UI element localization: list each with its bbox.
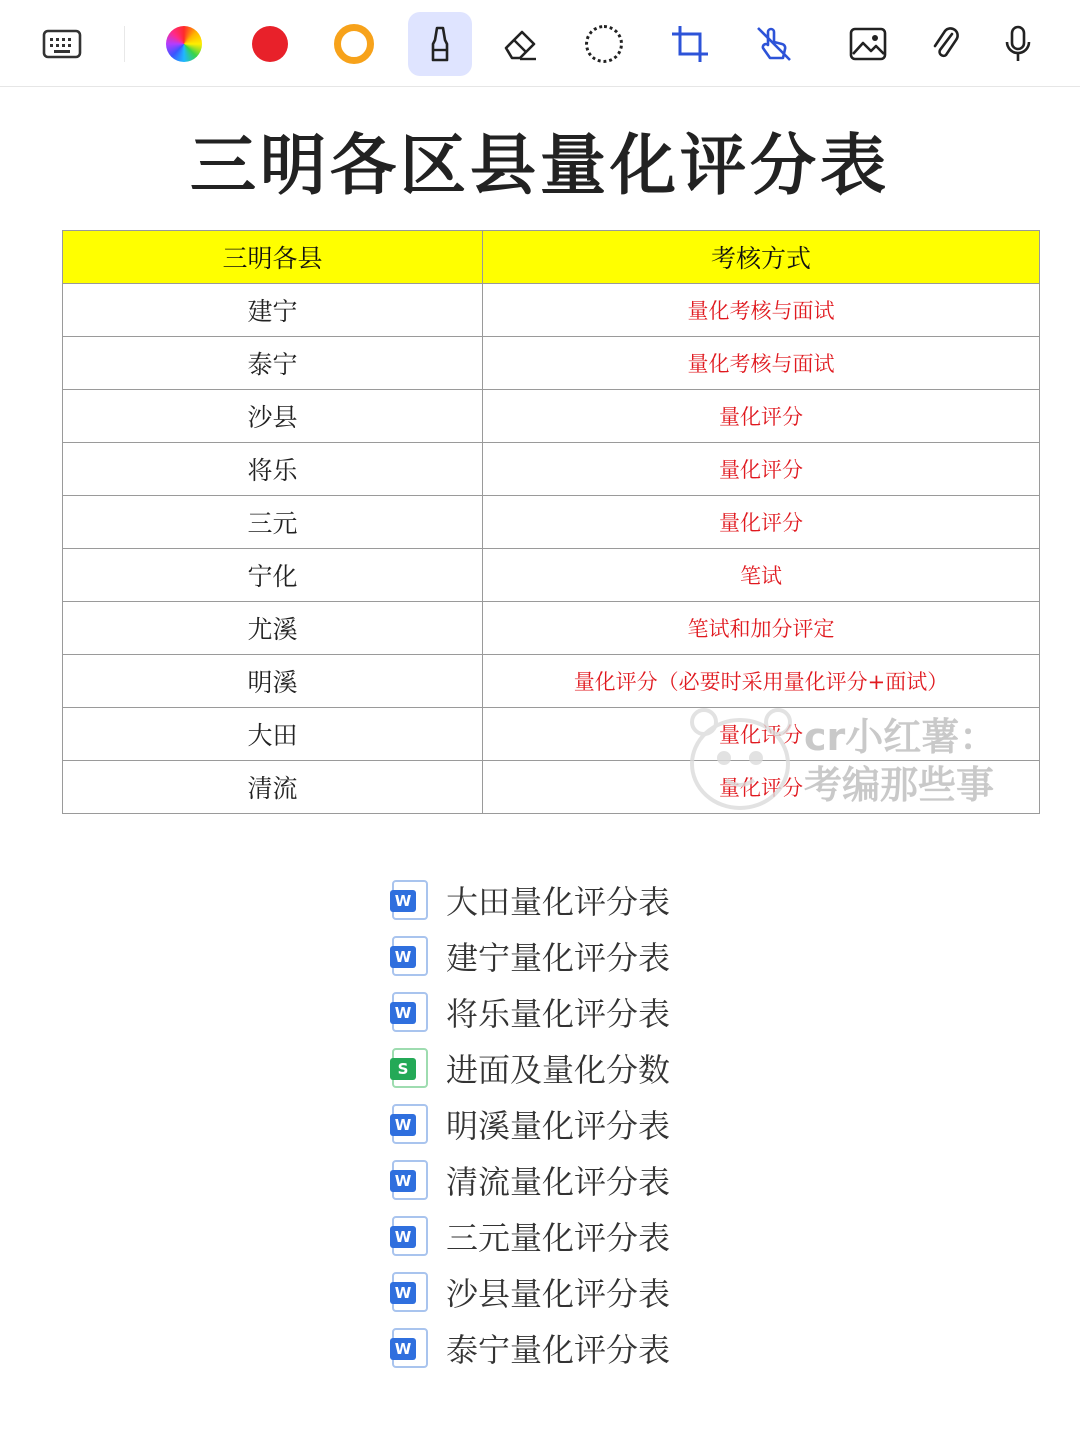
watermark [682,700,1012,820]
file-item[interactable] [392,928,812,984]
marker-icon[interactable] [408,12,472,76]
method-cell: 量化考核与面试 [483,284,1040,337]
method-cell: 笔试 [483,549,1040,602]
file-name: 沙县量化评分表 [446,1275,671,1313]
file-item[interactable] [392,1208,812,1264]
table-row [63,602,1040,655]
spreadsheet-icon: S [392,1048,428,1088]
file-name: 清流量化评分表 [446,1163,671,1201]
file-item[interactable] [392,872,812,928]
attachment-icon[interactable] [914,12,978,76]
file-name: 建宁量化评分表 [446,939,671,977]
page-title: 三明各区县量化评分表 [190,127,890,204]
drawing-toolbar [0,0,1080,87]
red-color-icon[interactable] [238,12,302,76]
touch-draw-icon[interactable] [742,12,806,76]
table-row [63,390,1040,443]
county-cell: 三元 [63,496,483,549]
file-name: 三元量化评分表 [446,1219,671,1257]
word-doc-icon: W [392,936,428,976]
file-item[interactable] [392,1320,812,1376]
method-cell: 笔试和加分评定 [483,602,1040,655]
file-item[interactable] [392,1096,812,1152]
file-item[interactable] [392,984,812,1040]
mascot-icon [682,700,802,816]
method-cell: 量化评分 [483,708,1040,761]
watermark-line2: 考编那些事 [804,763,995,807]
county-cell: 大田 [63,708,483,761]
keyboard-icon[interactable] [30,12,94,76]
file-name: 明溪量化评分表 [446,1107,671,1145]
watermark-line1: cr小红薯： [804,715,998,759]
file-list [392,872,812,1376]
word-doc-icon: W [392,1272,428,1312]
file-item[interactable] [392,1264,812,1320]
file-name: 将乐量化评分表 [446,995,671,1033]
file-item[interactable] [392,1040,812,1096]
table-row [63,443,1040,496]
word-doc-icon: W [392,1160,428,1200]
county-cell: 泰宁 [63,337,483,390]
table-header-row [63,231,1040,284]
word-doc-icon: W [392,992,428,1032]
lasso-select-icon[interactable] [572,12,636,76]
table-row [63,549,1040,602]
crop-icon[interactable] [658,12,722,76]
word-doc-icon: W [392,1216,428,1256]
county-cell: 清流 [63,761,483,814]
county-cell: 尤溪 [63,602,483,655]
method-cell: 量化评分 [483,496,1040,549]
toolbar-divider [124,26,125,62]
method-cell: 量化评分（必要时采用量化评分+面试） [483,655,1040,708]
image-icon[interactable] [836,12,900,76]
county-cell: 建宁 [63,284,483,337]
method-cell: 量化评分 [483,390,1040,443]
header-method: 考核方式 [483,231,1040,284]
method-cell: 量化考核与面试 [483,337,1040,390]
header-county: 三明各县 [63,231,483,284]
color-wheel-icon[interactable] [152,12,216,76]
county-cell: 沙县 [63,390,483,443]
word-doc-icon: W [392,880,428,920]
file-name: 泰宁量化评分表 [446,1331,671,1369]
table-row [63,284,1040,337]
orange-ring-icon[interactable] [322,12,386,76]
file-item[interactable] [392,1152,812,1208]
file-name: 大田量化评分表 [446,883,671,921]
county-cell: 宁化 [63,549,483,602]
file-name: 进面及量化分数 [446,1051,671,1089]
eraser-icon[interactable] [488,12,552,76]
county-cell: 将乐 [63,443,483,496]
microphone-icon[interactable] [986,12,1050,76]
method-cell: 量化评分 [483,443,1040,496]
table-row [63,337,1040,390]
word-doc-icon: W [392,1104,428,1144]
method-cell: 量化评分 [483,761,1040,814]
word-doc-icon: W [392,1328,428,1368]
table-row [63,496,1040,549]
county-cell: 明溪 [63,655,483,708]
